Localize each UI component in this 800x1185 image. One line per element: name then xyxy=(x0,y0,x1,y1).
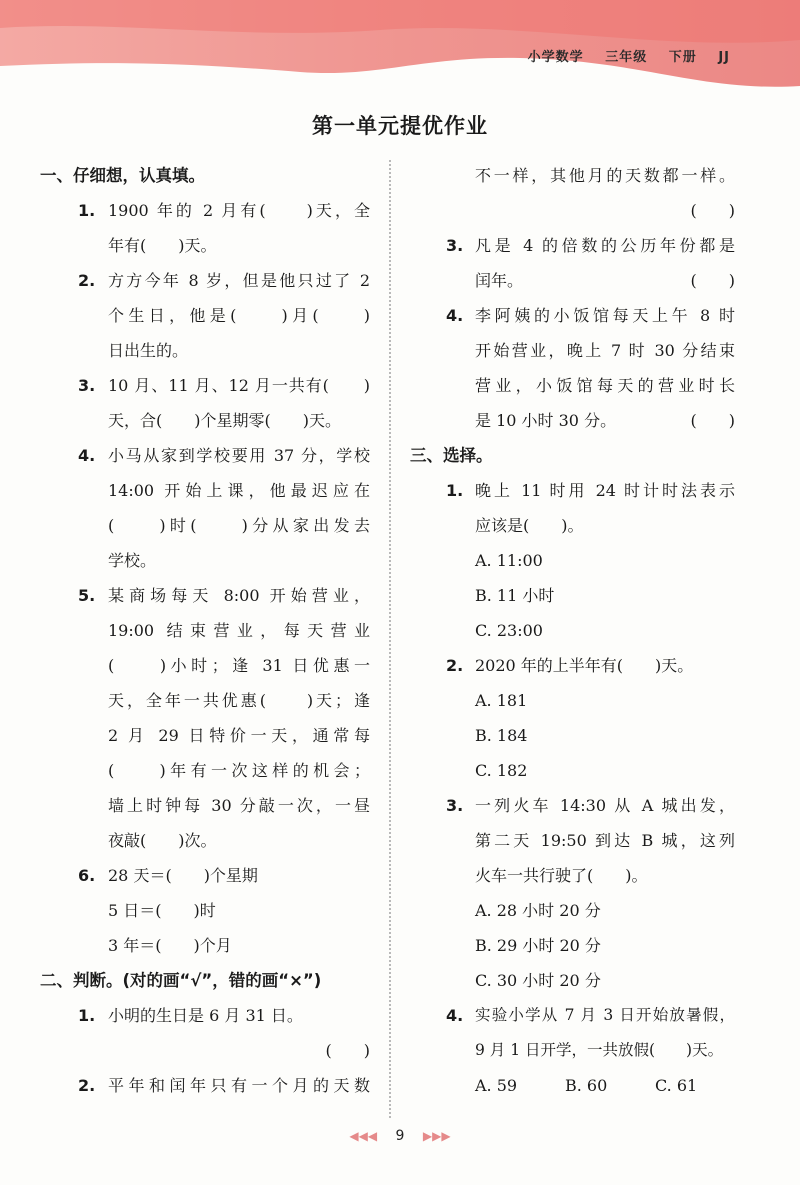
question-line: 2020 年的上半年有( )天。 xyxy=(475,656,694,675)
judge-question-2 xyxy=(40,1068,370,1103)
grade-label: 三年级 xyxy=(605,50,648,65)
question-line: 小马从家到学校要用 37 分，学校 xyxy=(108,446,370,465)
choice-option-c[interactable]: C. 23:00 xyxy=(475,621,543,640)
question-number: 1. xyxy=(446,481,464,500)
question-line: 李阿姨的小饭馆每天上午 8 时 xyxy=(475,306,735,325)
fill-question-4 xyxy=(40,438,370,578)
question-line: ( )年有一次这样的机会； xyxy=(108,761,370,780)
question-line: 个生日，他是( )月( ) xyxy=(108,306,370,325)
question-number: 3. xyxy=(78,376,96,395)
left-column xyxy=(40,158,370,1103)
section-choice-heading: 三、选择。 xyxy=(410,446,493,465)
choice-option-a[interactable]: A. 11:00 xyxy=(475,551,543,570)
judge-question-3 xyxy=(410,228,735,298)
question-number: 4. xyxy=(446,306,464,325)
question-number: 6. xyxy=(78,866,96,885)
question-line: 不一样，其他月的天数都一样。 xyxy=(475,166,735,185)
question-line: 学校。 xyxy=(108,551,157,570)
subject-label: 小学数学 xyxy=(527,50,584,65)
fill-question-5 xyxy=(40,578,370,858)
fill-question-1 xyxy=(40,193,370,263)
question-line: 方方今年 8 岁，但是他只过了 2 xyxy=(108,271,370,290)
choice-question-1 xyxy=(410,473,735,543)
judge-question-2-continued xyxy=(410,158,735,228)
question-line: 日出生的。 xyxy=(108,341,189,360)
choice-option-b[interactable]: B. 29 小时 20 分 xyxy=(475,936,601,955)
question-number: 2. xyxy=(446,656,464,675)
question-number: 1. xyxy=(78,201,96,220)
question-line: 5 日＝( )时 xyxy=(108,901,216,920)
question-number: 4. xyxy=(78,446,96,465)
left-arrows-icon: ◀◀◀ xyxy=(349,1129,378,1143)
question-line: 应该是( )。 xyxy=(475,516,584,535)
question-number: 2. xyxy=(78,1076,96,1095)
question-line xyxy=(475,263,735,298)
question-line: 9 月 1 日开学，一共放假( )天。 xyxy=(475,1041,724,1059)
column-divider xyxy=(389,160,391,1118)
page-number: 9 xyxy=(395,1128,405,1144)
question-line: 晚上 11 时用 24 时计时法表示 xyxy=(475,481,735,500)
question-line: 1900 年的 2 月有( )天，全 xyxy=(108,201,370,220)
question-text: 是 10 小时 30 分。 xyxy=(475,411,617,430)
question-line: 火车一共行驶了( )。 xyxy=(475,866,648,885)
question-line: 营业，小饭馆每天的营业时长 xyxy=(475,376,735,395)
question-line: 年有( )天。 xyxy=(108,236,217,255)
question-line: 凡是 4 的倍数的公历年份都是 xyxy=(475,236,735,255)
choice-options-row xyxy=(410,1068,735,1103)
question-line: 实验小学从 7 月 3 日开始放暑假， xyxy=(475,1006,735,1024)
question-line: 2 月 29 日特价一天，通常每 xyxy=(108,726,370,745)
question-number: 4. xyxy=(446,1006,464,1025)
fill-question-3 xyxy=(40,368,370,438)
answer-parentheses[interactable]: ( ) xyxy=(690,271,735,290)
right-column xyxy=(410,158,735,1103)
choice-option-c[interactable]: C. 30 小时 20 分 xyxy=(475,971,601,990)
question-number: 3. xyxy=(446,796,464,815)
page-footer xyxy=(0,1128,800,1144)
choice-question-3 xyxy=(410,788,735,893)
question-line: 一列火车 14:30 从 A 城出发， xyxy=(475,796,735,815)
question-line: 开始营业，晚上 7 时 30 分结束 xyxy=(475,341,735,360)
fill-question-2 xyxy=(40,263,370,368)
question-number: 3. xyxy=(446,236,464,255)
volume-label: 下册 xyxy=(668,50,697,65)
question-line: 第二天 19:50 到达 B 城，这列 xyxy=(475,831,735,850)
section-fill-heading: 一、仔细想，认真填。 xyxy=(40,166,205,185)
choice-option-b[interactable]: B. 184 xyxy=(475,726,528,745)
choice-option-b[interactable]: B. 60 xyxy=(565,1076,608,1095)
judge-question-1 xyxy=(40,998,370,1068)
question-line: 夜敲( )次。 xyxy=(108,831,217,850)
edition-label: JJ xyxy=(718,50,730,65)
question-line: 某商场每天 8:00 开始营业， xyxy=(108,586,370,605)
question-number: 1. xyxy=(78,1006,96,1025)
question-line: 10 月、11 月、12 月一共有( ) xyxy=(108,376,370,395)
question-line: ( )小时；逢 31 日优惠一 xyxy=(108,656,370,675)
choice-option-b[interactable]: B. 11 小时 xyxy=(475,586,555,605)
question-number: 5. xyxy=(78,586,96,605)
choice-option-a[interactable]: A. 181 xyxy=(475,691,528,710)
choice-option-a[interactable]: A. 28 小时 20 分 xyxy=(475,901,601,920)
question-line: 平年和闰年只有一个月的天数 xyxy=(108,1076,370,1095)
choice-option-a[interactable]: A. 59 xyxy=(475,1076,518,1095)
answer-parentheses[interactable]: ( ) xyxy=(325,1041,370,1060)
choice-question-2 xyxy=(410,648,735,683)
choice-question-4 xyxy=(410,998,735,1068)
question-text: 闰年。 xyxy=(475,271,524,290)
question-line: 墙上时钟每 30 分敲一次，一昼 xyxy=(108,796,370,815)
book-info xyxy=(512,46,730,65)
answer-parentheses[interactable]: ( ) xyxy=(690,201,735,220)
question-line: 天，全年一共优惠( )天；逢 xyxy=(108,691,370,710)
answer-parentheses[interactable]: ( ) xyxy=(690,411,735,430)
choice-option-c[interactable]: C. 61 xyxy=(655,1076,698,1095)
question-line: 28 天＝( )个星期 xyxy=(108,866,258,885)
question-line: 天，合( )个星期零( )天。 xyxy=(108,411,341,430)
question-line: 19:00 结束营业，每天营业 xyxy=(108,621,370,640)
judge-question-4 xyxy=(410,298,735,438)
page-title: 第一单元提优作业 xyxy=(312,114,488,138)
question-line: 14:00 开始上课，他最迟应在 xyxy=(108,481,370,500)
question-line: ( )时( )分从家出发去 xyxy=(108,516,370,535)
question-line: 小明的生日是 6 月 31 日。 xyxy=(108,1006,303,1025)
right-arrows-icon: ▶▶▶ xyxy=(422,1129,451,1143)
fill-question-6 xyxy=(40,858,370,963)
choice-option-c[interactable]: C. 182 xyxy=(475,761,528,780)
section-judge-heading: 二、判断。(对的画“√”，错的画“×”) xyxy=(40,971,322,990)
question-number: 2. xyxy=(78,271,96,290)
question-line xyxy=(475,403,735,438)
question-line: 3 年＝( )个月 xyxy=(108,936,232,955)
